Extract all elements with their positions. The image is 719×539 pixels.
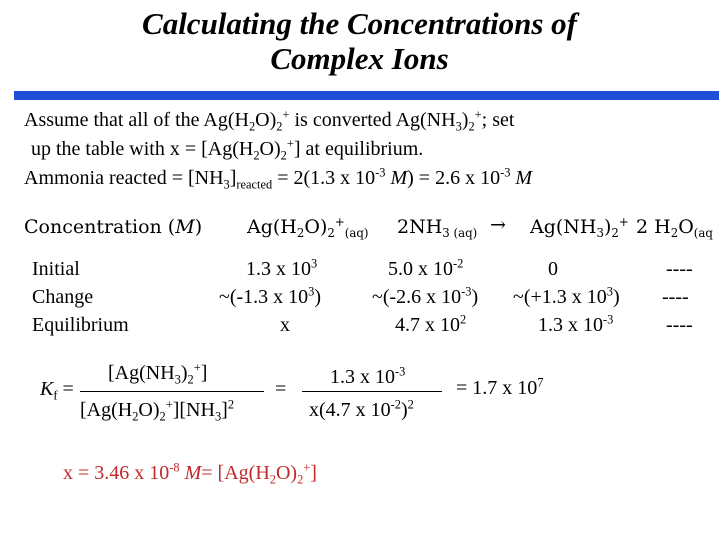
title-line-2: Complex Ions [270, 41, 449, 76]
reaction-arrow: → [490, 214, 506, 236]
header-water: 2 $H_2O_{(aq}$ [636, 216, 713, 241]
slide-title [0, 6, 719, 76]
header-ammonia: $2NH_{3 (aq)}$ [397, 216, 478, 241]
kf-result: = 1.7 x $10^7$ [456, 375, 544, 399]
header-product-complex: $Ag(NH_3)_2^+$ [530, 214, 629, 241]
row-label-equilibrium: Equilibrium [32, 314, 129, 336]
ammonia-line: Ammonia reacted = $[NH_3]_{reacted} = 2(1.3$ x $10^{-3}$ M) = 2.6 x $10^{-3}$ M [24, 165, 533, 192]
title-divider [14, 91, 719, 100]
kf-symbol: $K_f$ = [40, 378, 74, 403]
row-label-initial: Initial [32, 258, 80, 280]
equals-sign: = [275, 378, 287, 400]
initial-complex: 1.3 x $10^3$ [246, 256, 318, 280]
value-denominator: x(4.7 x $10^{-2})^2$ [309, 397, 414, 421]
initial-ammonia: 5.0 x $10^{-2}$ [388, 256, 464, 280]
value-numerator: 1.3 x $10^{-3}$ [330, 364, 406, 388]
kf-numerator: $[Ag(NH_3)_2^+]$ [108, 360, 208, 387]
header-reactant-complex: $Ag(H_2O)_2^+_{(aq)}$ [247, 214, 369, 241]
value-fraction-bar [302, 391, 442, 392]
kf-denominator: $[Ag(H_2O)_2^+][NH_3]^2$ [80, 397, 235, 424]
change-ammonia: ~(-2.6 x $10^{-3}$) [372, 284, 479, 308]
change-complex: ~(-1.3 x $10^3$) [219, 284, 322, 308]
kf-fraction-bar [80, 391, 264, 392]
initial-product: 0 [548, 258, 558, 280]
assume-line-2: up the table with $x = [Ag(H_2O)_2^+]$ at equilibrium. [31, 136, 424, 163]
answer-line: x = 3.46 x $10^{-8}$ $M= [Ag(H_2O)_2^+]$ [63, 460, 317, 487]
equilibrium-complex: x [280, 314, 290, 336]
equilibrium-water: ---- [666, 314, 693, 336]
change-product: ~(+1.3 x $10^3$) [513, 284, 620, 308]
assume-line-1: Assume that all of the $Ag(H_2O)_2^+$ is converted $Ag(NH_3)_2^+$; set [24, 107, 515, 134]
equilibrium-ammonia: 4.7 x $10^2$ [395, 312, 467, 336]
row-label-change: Change [32, 286, 94, 308]
table-header: Concentration (M) [24, 216, 203, 238]
initial-water: ---- [666, 258, 693, 280]
equilibrium-product: 1.3 x $10^{-3}$ [538, 312, 614, 336]
change-water: ---- [662, 286, 689, 308]
title-line-1: Calculating the Concentrations of [142, 6, 577, 41]
